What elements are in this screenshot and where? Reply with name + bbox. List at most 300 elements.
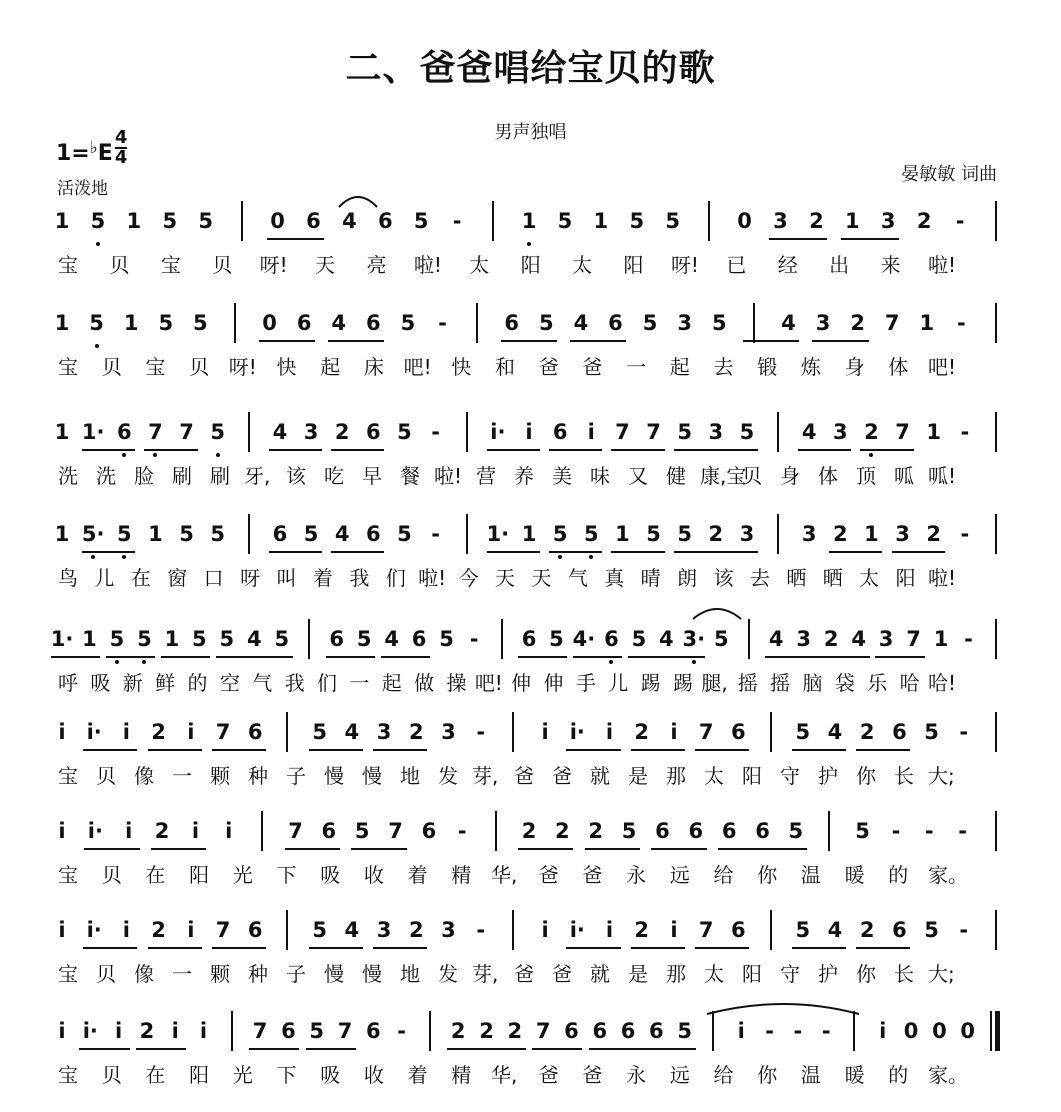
lyric: 贝 [742, 464, 762, 488]
barline [770, 712, 772, 752]
beat-underline [82, 551, 135, 553]
note: i· [86, 720, 102, 744]
barline [828, 811, 830, 851]
beat-underline [212, 749, 266, 751]
notes-line [0, 718, 1061, 758]
note: 5 [158, 311, 174, 335]
lyric: 该 [713, 566, 734, 590]
lyric: 太 [704, 962, 724, 986]
note: i [541, 720, 549, 744]
lyric: 出 [829, 253, 850, 277]
lyric: 叫 [276, 566, 297, 590]
lyric: 你 [856, 764, 876, 788]
lyric: 华, [491, 863, 518, 887]
note: 2 [408, 720, 424, 744]
barline [995, 910, 997, 950]
note: 6 [552, 420, 568, 444]
performance-type: 男声独唱 [494, 122, 567, 143]
note: 4 [342, 209, 357, 233]
lyric: 美 [552, 464, 572, 488]
note: - [476, 720, 486, 744]
lyric: 啦! [434, 464, 463, 488]
lyric: 新 [122, 671, 143, 695]
lyric: 暖 [844, 1063, 865, 1087]
note: 2 [916, 209, 932, 233]
lyric: 着 [407, 863, 428, 887]
lyric: 洗 [58, 464, 78, 488]
low-octave-dot [692, 660, 696, 664]
slur-path [707, 1004, 859, 1014]
lyric: 哈 [899, 671, 920, 695]
note: 6 [116, 420, 132, 444]
barline [995, 303, 997, 343]
lyric: 鸟 [58, 566, 78, 590]
lyric: 刷 [172, 464, 192, 488]
lyrics-line [0, 859, 1061, 899]
beat-underline [841, 238, 899, 240]
score-row [0, 207, 1061, 302]
note: 3 [796, 627, 812, 651]
beat-underline [695, 749, 749, 751]
beat-underline [829, 551, 882, 553]
note: 5· [81, 522, 105, 546]
note: 6 [731, 918, 746, 942]
lyric: 啦! [413, 253, 442, 277]
lyric: 慢 [324, 764, 344, 788]
note: 5 [739, 420, 755, 444]
lyric: 快 [451, 355, 472, 379]
note: 6 [892, 918, 907, 942]
lyric: 贝 [109, 253, 130, 277]
notes-line [0, 418, 1061, 458]
beat-underline [84, 848, 139, 850]
lyric: 阳 [623, 253, 644, 277]
note: 5 [413, 209, 429, 233]
beat-underline [51, 656, 100, 658]
barline [476, 303, 478, 343]
lyric: 贝 [96, 962, 116, 986]
note: 5 [274, 627, 290, 651]
note: 2 [859, 720, 875, 744]
note: 4 [801, 420, 817, 444]
note: 5 [665, 209, 680, 233]
score-row [0, 309, 1061, 404]
lyric: 体 [888, 355, 909, 379]
note: 6 [649, 1019, 664, 1043]
barline [770, 910, 772, 950]
beat-underline [695, 947, 749, 949]
beat-underline [309, 749, 363, 751]
lyric: 一 [626, 355, 647, 379]
note: 2 [507, 1019, 523, 1043]
note: 1 [919, 311, 935, 335]
lyric: 亮 [366, 253, 387, 277]
lyric: 气 [252, 671, 273, 695]
lyric: 爸 [552, 764, 572, 788]
lyric: 在 [145, 1063, 166, 1087]
beat-underline [501, 340, 558, 342]
beat-underline [447, 1048, 526, 1050]
note: 7 [179, 420, 194, 444]
low-octave-dot [122, 555, 126, 559]
lyric: 啦! [928, 253, 957, 277]
beat-underline [83, 749, 137, 751]
lyric: 芽, [472, 764, 499, 788]
beat-underline [856, 749, 910, 751]
lyric: 已 [726, 253, 747, 277]
note: 5 [397, 522, 412, 546]
key-note: E [97, 141, 113, 166]
note: 5 [677, 420, 692, 444]
beat-underline [381, 656, 430, 658]
beat-underline [216, 656, 293, 658]
lyrics-line [0, 351, 1061, 391]
barline [308, 619, 310, 659]
note: 6 [366, 420, 381, 444]
lyric: 吧! [928, 355, 957, 379]
slur [692, 605, 742, 621]
author-credit: 晏敏敏 词曲 [901, 164, 997, 185]
barline [248, 514, 250, 554]
note: 6 [296, 311, 312, 335]
note: 6 [608, 311, 623, 335]
note: 2 [634, 918, 650, 942]
note: 5 [795, 720, 811, 744]
note: 5 [629, 209, 645, 233]
lyric: 守 [780, 962, 800, 986]
note: 6 [421, 819, 437, 843]
note: 1 [54, 209, 70, 233]
beat-underline [769, 238, 827, 240]
beat-underline [611, 551, 664, 553]
lyric: 贝 [96, 764, 116, 788]
lyric: 贝 [212, 253, 233, 277]
lyric: 爸 [582, 1063, 603, 1087]
lyric: 远 [669, 863, 690, 887]
lyric: 摇 [737, 671, 758, 695]
note: 2 [334, 420, 350, 444]
note: i· [569, 918, 585, 942]
lyric: 身 [844, 355, 865, 379]
time-unit: 4 [114, 147, 128, 168]
lyric: 去 [749, 566, 770, 590]
note: - [397, 1019, 406, 1043]
note: 7 [148, 420, 163, 444]
note: 1 [54, 522, 70, 546]
note: - [431, 420, 440, 444]
slur [706, 1000, 860, 1016]
note: - [457, 819, 467, 843]
lyric: 脑 [802, 671, 823, 695]
note: i· [490, 420, 506, 444]
note: 6 [366, 522, 381, 546]
lyric: 刷 [210, 464, 230, 488]
lyric: 爸 [538, 355, 559, 379]
note: 2 [408, 918, 424, 942]
lyrics-line [0, 1059, 1061, 1099]
lyric: 养 [514, 464, 534, 488]
note: 2 [833, 522, 848, 546]
beat-underline [267, 238, 325, 240]
note: 6 [329, 627, 345, 651]
beat-underline [249, 1048, 299, 1050]
notes-line [0, 817, 1061, 857]
note: 1 [844, 209, 860, 233]
note: - [960, 522, 970, 546]
note: 6 [321, 819, 337, 843]
note: 5 [312, 918, 327, 942]
lyrics-line [0, 760, 1061, 800]
beat-underline [212, 947, 266, 949]
lyric: 呀! [259, 253, 288, 277]
note: 4· [572, 627, 596, 651]
lyric: 气 [567, 566, 588, 590]
note: 7 [895, 420, 910, 444]
lyric: 慢 [362, 764, 382, 788]
note: 5 [924, 918, 939, 942]
lyric: 吸 [320, 863, 341, 887]
note: 1 [521, 522, 537, 546]
lyric: 远 [669, 1063, 690, 1087]
lyric: 天 [531, 566, 552, 590]
lyric: 爸 [582, 355, 603, 379]
lyric: 种 [248, 764, 268, 788]
lyric: 袋 [834, 671, 855, 695]
barline [286, 712, 288, 752]
note: 3 [376, 720, 392, 744]
note: i [125, 819, 133, 843]
lyrics-line [0, 249, 1061, 289]
note: - [469, 627, 479, 651]
lyric: 像 [134, 764, 154, 788]
lyric: 窗 [167, 566, 188, 590]
note: 5 [90, 209, 106, 233]
note: 1 [126, 209, 142, 233]
note: i [58, 819, 66, 843]
note: 1 [123, 311, 139, 335]
note: i· [569, 720, 585, 744]
lyric: 宝 [58, 253, 78, 277]
low-octave-dot [558, 555, 562, 559]
beat-underline [566, 749, 620, 751]
lyric: 爸 [514, 764, 534, 788]
lyric: 家。 [928, 1063, 968, 1087]
note: i [58, 918, 66, 942]
beat-underline [148, 947, 202, 949]
barline [261, 811, 263, 851]
note: 6 [655, 819, 670, 843]
beat-underline [875, 656, 924, 658]
lyric: 空 [219, 671, 240, 695]
lyric: 顶 [856, 464, 876, 488]
lyric: 宝 [58, 962, 78, 986]
lyric: 炼 [800, 355, 821, 379]
lyric: 吧! [474, 671, 503, 695]
barline [495, 811, 497, 851]
beat-underline [674, 449, 758, 451]
lyric: 护 [818, 764, 838, 788]
barline [466, 412, 468, 452]
beat-underline [892, 551, 945, 553]
notes-line [0, 520, 1061, 560]
barline [234, 303, 236, 343]
note: 2 [521, 819, 537, 843]
note: i [171, 1019, 179, 1043]
score-row [0, 520, 1061, 615]
beat-underline [269, 449, 322, 451]
note: 3 [441, 918, 456, 942]
note: 7 [906, 627, 921, 651]
beat-underline [566, 947, 620, 949]
note: 1 [864, 522, 879, 546]
beat-underline [82, 449, 135, 451]
note: 5 [400, 311, 416, 335]
barline [995, 712, 997, 752]
lyric: 光 [232, 863, 253, 887]
score-row [0, 916, 1061, 1011]
lyric: 太 [704, 764, 724, 788]
lyric: 是 [628, 962, 648, 986]
lyric: 爸 [538, 863, 559, 887]
lyric: 腿, [701, 671, 728, 695]
note: 6 [306, 209, 321, 233]
note: 5 [309, 1019, 325, 1043]
note: 2 [926, 522, 942, 546]
note: 7 [698, 918, 714, 942]
note: 0 [737, 209, 752, 233]
lyric: 你 [856, 962, 876, 986]
note: 5 [538, 311, 554, 335]
note: 5 [210, 420, 225, 444]
note: 5 [162, 209, 178, 233]
lyric: 给 [713, 863, 734, 887]
low-octave-dot [153, 453, 157, 457]
note: 7 [646, 420, 661, 444]
lyric: 呀! [670, 253, 699, 277]
barline [777, 514, 779, 554]
beat-underline [161, 656, 210, 658]
note: 5 [219, 627, 235, 651]
lyric: 精 [451, 1063, 472, 1087]
note: 1 [926, 420, 942, 444]
lyric: 精 [451, 863, 472, 887]
note: i [187, 918, 195, 942]
lyric: 颗 [210, 764, 230, 788]
note: 5 [192, 627, 207, 651]
note: 6 [377, 209, 393, 233]
note: 2 [154, 819, 170, 843]
low-octave-dot [95, 344, 99, 348]
lyric: 贝 [101, 355, 122, 379]
note: i· [82, 1019, 98, 1043]
lyric: 晒 [786, 566, 807, 590]
lyric: 发 [438, 764, 458, 788]
note: - [959, 720, 969, 744]
beat-underline [792, 947, 846, 949]
beat-underline [631, 749, 685, 751]
beat-underline [326, 656, 375, 658]
lyric: 的 [888, 1063, 909, 1087]
note: i [587, 420, 595, 444]
note: i [58, 1019, 66, 1043]
lyric: 该 [286, 464, 306, 488]
low-octave-dot [122, 453, 126, 457]
lyric: 阳 [189, 1063, 210, 1087]
score-row [0, 1017, 1061, 1112]
beat-underline [589, 1048, 696, 1050]
note: 3 [895, 522, 910, 546]
time-beats: 4 [114, 127, 128, 148]
lyric: 脸 [134, 464, 154, 488]
note: - [431, 522, 440, 546]
lyric: 阳 [742, 962, 762, 986]
song-title: 二、爸爸唱给宝贝的歌 [345, 47, 716, 89]
barline [512, 712, 514, 752]
note: 6 [272, 522, 288, 546]
lyric: 又 [628, 464, 648, 488]
lyric: 呼 [58, 671, 78, 695]
note: 6 [755, 819, 770, 843]
beat-underline [487, 551, 540, 553]
lyric: 康,宝 [700, 464, 747, 488]
note: 6 [366, 311, 381, 335]
beat-underline [532, 1048, 582, 1050]
barline [429, 1011, 431, 1051]
lyric: 收 [363, 1063, 384, 1087]
beat-underline [585, 848, 640, 850]
note: 2 [151, 918, 166, 942]
note: 0 [903, 1019, 919, 1043]
lyrics-line [0, 958, 1061, 998]
lyric: 宝 [58, 355, 78, 379]
note: 5 [179, 522, 194, 546]
note: 3 [677, 311, 692, 335]
lyric: 芽, [472, 962, 499, 986]
beat-underline [106, 656, 155, 658]
note: 5 [677, 522, 692, 546]
lyric: 温 [800, 1063, 821, 1087]
lyric: 像 [134, 962, 154, 986]
lyrics-line [0, 667, 1061, 707]
barline [286, 910, 288, 950]
slur-path [693, 609, 741, 619]
lyric: 们 [316, 671, 337, 695]
key-signature [56, 127, 128, 173]
barline [492, 201, 494, 241]
lyric: 下 [276, 1063, 297, 1087]
note: 6 [366, 1019, 381, 1043]
low-octave-dot [589, 555, 593, 559]
lyric: 慢 [324, 962, 344, 986]
note: 2 [859, 918, 875, 942]
beat-underline [549, 551, 602, 553]
score-row [0, 418, 1061, 513]
beat-underline [573, 656, 622, 658]
lyric: 阳 [189, 863, 210, 887]
note: 4 [827, 720, 843, 744]
notes-line [0, 625, 1061, 665]
low-octave-dot [869, 453, 873, 457]
lyric: 我 [349, 566, 370, 590]
note: 7 [615, 420, 630, 444]
lyric: 的 [888, 863, 909, 887]
note: 1 [54, 420, 70, 444]
note: 5 [583, 522, 599, 546]
beat-underline [259, 340, 316, 342]
score-row [0, 718, 1061, 813]
lyric: 慢 [362, 962, 382, 986]
beat-underline [798, 449, 851, 451]
